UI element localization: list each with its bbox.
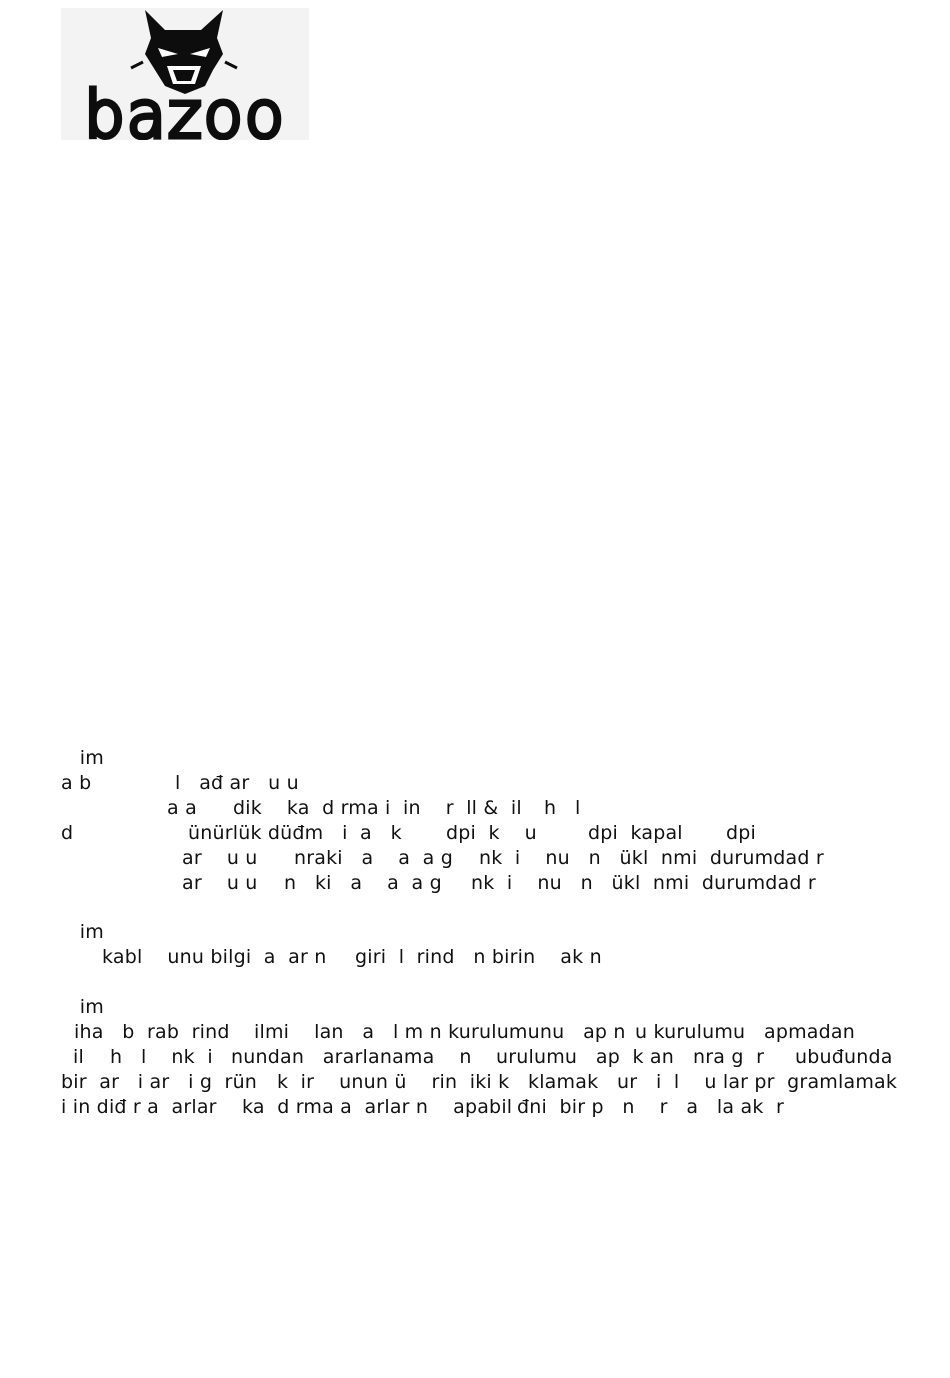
text-line [61, 1095, 901, 1120]
section-3 [61, 995, 901, 1120]
brand-logo [61, 8, 309, 140]
text-fragment: nk i nu n ükl nmi durumdad r [479, 847, 824, 869]
text-fragment: im [61, 996, 104, 1018]
text-fragment: nundan ararlanama n [231, 1046, 472, 1068]
cat-head-icon [61, 8, 309, 140]
text-fragment: kabl unu bilgi a ar n [102, 946, 327, 968]
text-fragment: nraki a a a g [294, 847, 453, 869]
text-fragment: im [61, 921, 104, 943]
section-1 [61, 746, 901, 896]
text-fragment: ubuđunda [795, 1046, 893, 1068]
text-line [61, 1045, 901, 1070]
text-fragment: dik ka d rma i in r ll & il [233, 797, 522, 819]
text-line [61, 796, 901, 821]
text-fragment: u kurulumu apmadan [635, 1021, 855, 1043]
text-fragment: đni bir p n r a la ak r [517, 1096, 785, 1118]
text-fragment: klamak ur i l u lar pr gramlamak [528, 1071, 898, 1093]
text-fragment: dpi k u [446, 822, 537, 844]
text-line [61, 821, 901, 846]
text-fragment: nk i nu n ükl nmi durumdad r [471, 872, 816, 894]
text-fragment: nra g r [693, 1046, 765, 1068]
section-2 [61, 920, 901, 970]
text-line [61, 771, 901, 796]
text-line [61, 846, 901, 871]
text-line [61, 1020, 901, 1045]
text-fragment: bir ar i ar i g rün [61, 1071, 258, 1093]
text-fragment: ar u u [182, 872, 258, 894]
text-fragment: l ađ ar u u [175, 772, 299, 794]
text-fragment: ünürlük düđm i a k [188, 822, 402, 844]
text-line [61, 995, 901, 1020]
text-fragment: ka d rma a arlar n apabil [242, 1096, 513, 1118]
text-fragment: h l [544, 797, 581, 819]
text-fragment: urulumu ap k an [496, 1046, 674, 1068]
text-fragment: d [61, 822, 74, 844]
text-fragment: dpi [726, 822, 756, 844]
text-fragment: h l nk i [110, 1046, 213, 1068]
text-fragment: dpi kapal [588, 822, 683, 844]
text-line [61, 1070, 901, 1095]
text-fragment: ar u u [182, 847, 258, 869]
text-fragment: i in diđ r a arlar [61, 1096, 217, 1118]
text-line [61, 920, 901, 945]
text-line [61, 871, 901, 896]
text-fragment: a a [167, 797, 197, 819]
text-fragment: k ir unun ü rin iki k [277, 1071, 510, 1093]
text-line [61, 945, 901, 970]
text-fragment: il [73, 1046, 84, 1068]
logo-wordmark: bazoo [84, 79, 286, 140]
text-fragment: iha b rab rind [74, 1021, 230, 1043]
text-fragment: giri l rind n birin ak n [355, 946, 602, 968]
text-line [61, 746, 901, 771]
text-fragment: ilmi lan a l m n kurulumunu ap n [254, 1021, 626, 1043]
text-fragment: im [61, 747, 104, 769]
text-fragment: a b [61, 772, 92, 794]
text-fragment: n ki a a a g [284, 872, 442, 894]
